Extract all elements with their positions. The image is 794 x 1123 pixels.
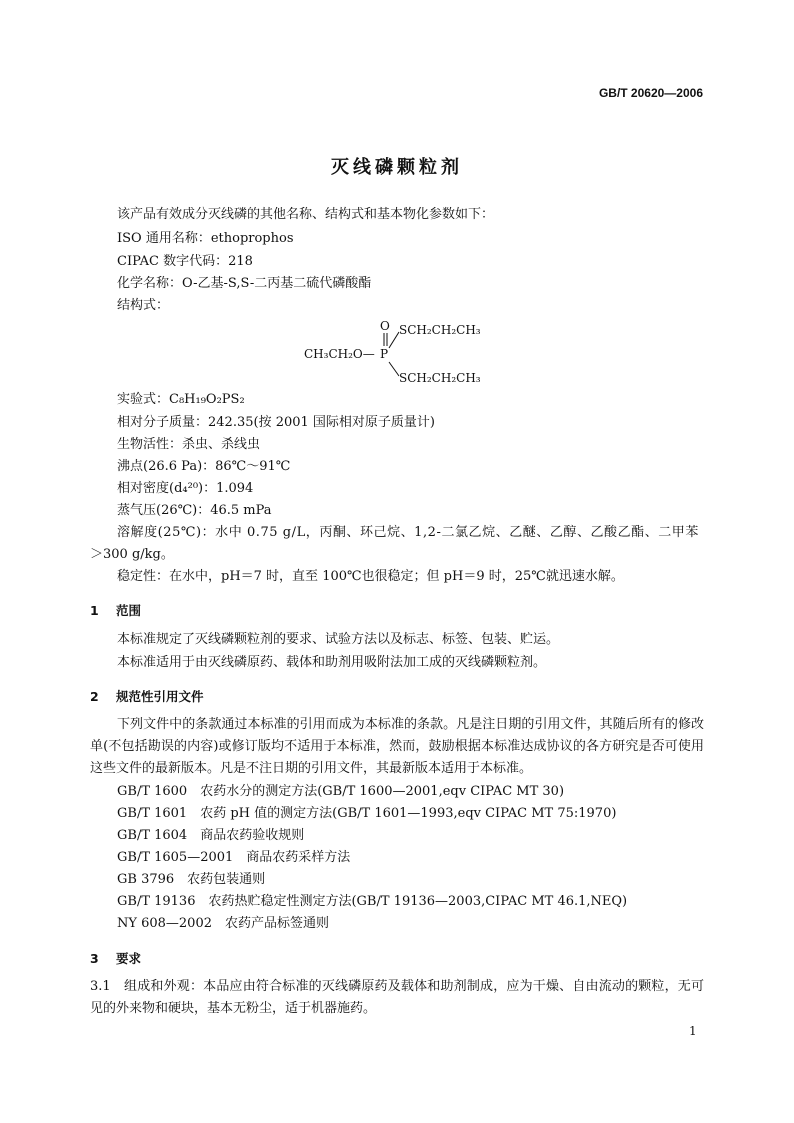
cipac-code: CIPAC 数字代码：218 xyxy=(117,254,253,269)
molecular-mass: 相对分子质量：242.35(按 2001 国际相对原子质量计) xyxy=(117,415,435,430)
structure-label: 结构式： xyxy=(117,298,170,313)
reference-item: GB/T 1604 商品农药验收规则 xyxy=(117,828,305,843)
reference-item: GB 3796 农药包装通则 xyxy=(117,872,266,887)
section-2-heading xyxy=(90,687,204,705)
section-title: 要求 xyxy=(116,951,142,966)
reference-item: NY 608—2002 农药产品标签通则 xyxy=(117,916,329,931)
formula-upper-group: SCH₂CH₂CH₃ xyxy=(399,323,481,337)
section-1-paragraph-1: 本标准规定了灭线磷颗粒剂的要求、试验方法以及标志、标签、包装、贮运。 xyxy=(117,632,560,647)
reference-item: GB/T 1600 农药水分的测定方法(GB/T 1600—2001,eqv CIPAC MT 30) xyxy=(117,784,565,799)
chemical-name: 化学名称：O-乙基-S,S-二丙基二硫代磷酸酯 xyxy=(117,276,372,291)
boiling-point: 沸点(26.6 Pa)：86℃～91℃ xyxy=(117,459,291,474)
section-number: 2 xyxy=(90,689,99,704)
vapor-pressure: 蒸气压(26℃)：46.5 mPa xyxy=(117,503,272,518)
solubility-line-2: ＞300 g/kg。 xyxy=(90,547,174,562)
section-3-heading xyxy=(90,949,141,967)
bioactivity: 生物活性：杀虫、杀线虫 xyxy=(117,437,261,452)
section-2-paragraph: 下列文件中的条款通过本标准的引用而成为本标准的条款。凡是注日期的引用文件，其随后所有的修改单(不包括勘误的内容)或修订版均不适用于本标准，然而，鼓励根据本标准达成协议的各方研究是否可使用这些文件的最新版本。凡是不注日期的引用文件，其最新版本适用于本标准。 xyxy=(90,717,704,776)
relative-density: 相对密度(d₄²⁰)：1.094 xyxy=(117,481,254,496)
stability: 稳定性：在水中，pH＝7 时，直至 100℃也很稳定；但 pH＝9 时，25℃就迅速水解。 xyxy=(117,569,624,584)
reference-item: GB/T 19136 农药热贮稳定性测定方法(GB/T 19136—2003,CIPAC MT 46.1,NEQ) xyxy=(117,894,628,909)
formula-oxygen: O xyxy=(380,319,390,333)
standard-code: GB/T 20620—2006 xyxy=(598,86,703,100)
intro-lead: 该产品有效成分灭线磷的其他名称、结构式和基本物化参数如下： xyxy=(117,207,495,222)
formula-lower-bond xyxy=(389,362,399,376)
page-number: 1 xyxy=(689,1024,697,1038)
page-title: 灭线磷颗粒剂 xyxy=(331,157,463,178)
solubility-line-1: 溶解度(25℃)：水中 0.75 g/L，丙酮、环己烷、1,2-二氯乙烷、乙醚、乙醇、乙酸乙酯、二甲苯 xyxy=(117,525,699,540)
formula-lower-group: SCH₂CH₂CH₃ xyxy=(399,371,481,385)
iso-name: ISO 通用名称：ethoprophos xyxy=(117,231,294,246)
section-number: 3 xyxy=(90,951,99,966)
reference-item: GB/T 1605—2001 商品农药采样方法 xyxy=(117,850,351,865)
section-number: 1 xyxy=(90,603,99,618)
section-1-paragraph-2: 本标准适用于由灭线磷原药、载体和助剂用吸附法加工成的灭线磷颗粒剂。 xyxy=(117,655,547,670)
reference-item: GB/T 1601 农药 pH 值的测定方法(GB/T 1601—1993,eqv CIPAC MT 75:1970) xyxy=(117,806,617,821)
formula-left-group: CH₃CH₂O— xyxy=(304,347,375,361)
section-title: 范围 xyxy=(116,603,142,618)
clause-3-1: 3.1 组成和外观：本品应由符合标准的灭线磷原药及载体和助剂制成，应为干燥、自由流动的颗粒，无可见的外来物和硬块，基本无粉尘，适于机器施药。 xyxy=(90,979,704,1016)
structural-formula xyxy=(300,316,500,388)
formula-upper-bond xyxy=(389,332,399,348)
section-title: 规范性引用文件 xyxy=(116,689,204,704)
empirical-formula: 实验式：C₈H₁₉O₂PS₂ xyxy=(117,392,245,407)
section-1-heading xyxy=(90,601,141,619)
formula-phosphorus: P xyxy=(380,347,389,361)
